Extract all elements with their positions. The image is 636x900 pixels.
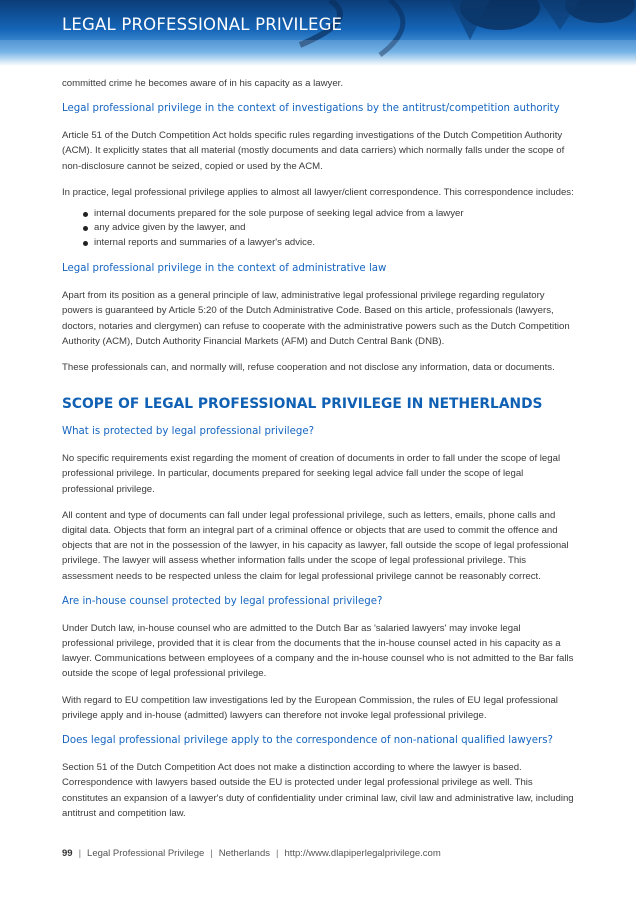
inhouse-paragraph-1: Under Dutch law, in-house counsel who are admitted to the Dutch Bar as 'salaried lawyers' may invoke legal professional privilege, provided that it is clear from the documents that the in-house counsel acted in his capacity as a lawyer. Communications between employees of a company and the in-house counsel who is not admitted to the Bar falls outside the scope of legal professional privilege. <box>62 622 574 680</box>
footer-separator: | <box>275 848 279 859</box>
admin-law-heading: Legal professional privilege in the context of administrative law <box>62 263 387 275</box>
footer-separator: | <box>210 848 213 859</box>
antitrust-paragraph-2: In practice, legal professional privilege applies to almost all lawyer/client correspondence. This correspondence includes: <box>62 186 574 198</box>
foreign-lawyers-heading: Does legal professional privilege apply to the correspondence of non-national qualified lawyers? <box>62 735 553 747</box>
section-title: SCOPE OF LEGAL PROFESSIONAL PRIVILEGE IN NETHERLANDS <box>62 396 543 413</box>
footer-country: Netherlands <box>218 848 270 859</box>
bullet-icon <box>83 212 88 217</box>
protected-paragraph-2: All content and type of documents can fall under legal professional privilege, such as letters, emails, phone calls and digital data. Objects that form an integral part of a criminal offence or objects that are used to commit the offence and objects that are not in the possession of the lawyer, in his capacity as lawyer, fall outside the scope of legal professional privilege. The lawyer will assess whether information falls under the scope of legal professional privilege. This assessment needs to be respected unless the claim for legal professional privilege cannot be reasonably correct. <box>62 509 569 582</box>
list-item <box>62 207 574 221</box>
list-item <box>62 236 574 250</box>
foreign-lawyers-paragraph-1: Section 51 of the Dutch Competition Act does not make a distinction according to where the lawyer is based. Correspondence with lawyers based outside the EU is protected under legal professional privilege as well. This constitutes an expansion of a lawyer's duty of confidentiality under criminal law, civil law and administrative law, including antitrust and competition law. <box>62 762 574 819</box>
list-item <box>62 221 574 235</box>
page-footer <box>62 848 441 859</box>
footer-url-link[interactable]: http://www.dlapiperlegalprivilege.com <box>284 848 441 859</box>
protected-heading: What is protected by legal professional privilege? <box>62 426 315 438</box>
list-item-text: internal documents prepared for the sole purpose of seeking legal advice from a lawyer <box>94 208 464 220</box>
main-content <box>62 76 574 832</box>
admin-law-paragraph-1: Apart from its position as a general principle of law, administrative legal professional privilege regarding regulatory powers is guaranteed by Article 5:20 of the Dutch Administrative Code. Based on this article, professionals (lawyers, doctors, notaries and clergymen) can refuse to cooperate with the administrative powers such as the Dutch Competition Authority (ACM), Dutch Authority Financial Markets (AFM) and Dutch Central Bank (DNB). <box>62 290 570 347</box>
bullet-icon <box>83 226 88 231</box>
inhouse-heading: Are in-house counsel protected by legal professional privilege? <box>62 595 383 607</box>
footer-separator: | <box>78 848 82 859</box>
antitrust-bullet-list <box>62 207 574 250</box>
bullet-icon <box>83 241 88 246</box>
antitrust-heading: Legal professional privilege in the context of investigations by the antitrust/competition authority <box>62 103 560 115</box>
list-item-text: any advice given by the lawyer, and <box>94 222 246 234</box>
intro-tail-paragraph: committed crime he becomes aware of in his capacity as a lawyer. <box>62 78 344 89</box>
admin-law-paragraph-2: These professionals can, and normally will, refuse cooperation and not disclose any information, data or documents. <box>62 362 555 374</box>
header-banner <box>0 0 636 66</box>
protected-paragraph-1: No specific requirements exist regarding the moment of creation of documents in order to fall under the scope of legal professional privilege. In particular, documents prepared for seeking legal advice fall under the scope of legal professional privilege. <box>62 453 561 495</box>
inhouse-paragraph-2: With regard to EU competition law investigations led by the European Commission, the rules of EU legal professional privilege apply and in-house (admitted) lawyers can therefore not invoke legal professional privilege. <box>62 694 558 721</box>
antitrust-paragraph-1: Article 51 of the Dutch Competition Act holds specific rules regarding investigations of the Dutch Competition Authority (ACM). It explicitly states that all material (mostly documents and data carriers) which normally falls under the scope of non-disclosure cannot be seized, copied or used by the ACM. <box>62 130 565 172</box>
page-number: 99 <box>62 848 73 859</box>
header-title: LEGAL PROFESSIONAL PRIVILEGE <box>62 15 343 34</box>
footer-doc-title: Legal Professional Privilege <box>87 848 205 859</box>
list-item-text: internal reports and summaries of a lawyer's advice. <box>94 236 315 248</box>
